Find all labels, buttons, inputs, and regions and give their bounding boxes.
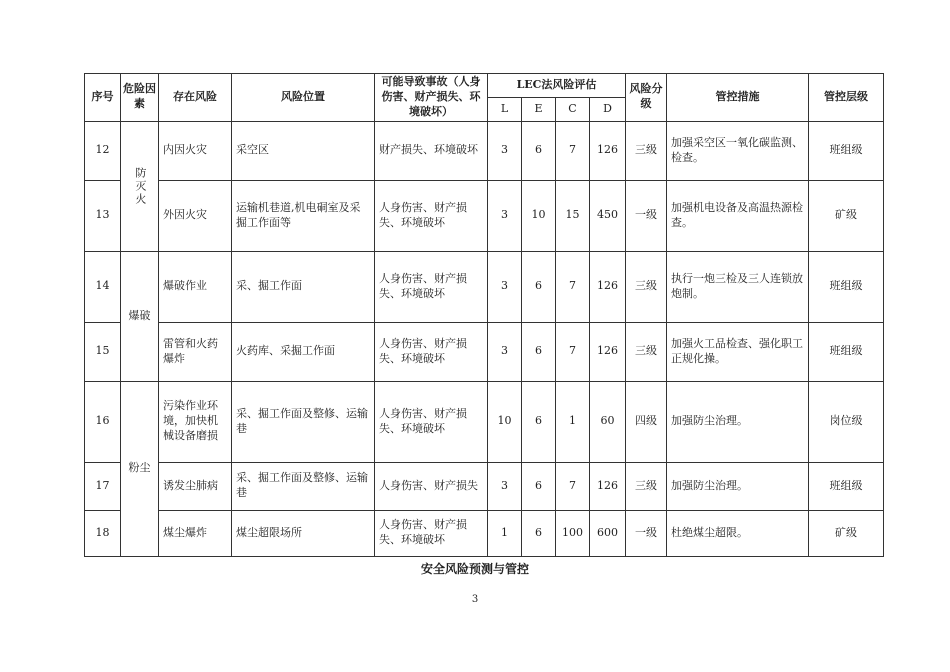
header-C: C (556, 97, 590, 121)
row-D: 126 (590, 322, 626, 381)
row-E: 6 (522, 381, 556, 462)
row-accident: 人身伤害、财产损失、环境破坏 (375, 322, 488, 381)
row-C: 1 (556, 381, 590, 462)
row-grade: 三级 (626, 462, 667, 510)
row-risk: 内因火灾 (159, 121, 232, 180)
page-number: 3 (471, 594, 479, 605)
row-D: 126 (590, 462, 626, 510)
row-risk: 污染作业环境，加快机械设备磨损 (159, 381, 232, 462)
header-lec: LEC法风险评估 (488, 74, 626, 98)
row-grade: 三级 (626, 251, 667, 322)
row-no: 12 (85, 121, 121, 180)
factor-dust: 粉尘 (121, 381, 159, 556)
row-accident: 人身伤害、财产损失、环境破坏 (375, 510, 488, 556)
header-location: 风险位置 (232, 74, 375, 122)
row-location: 采、掘工作面 (232, 251, 375, 322)
row-L: 3 (488, 322, 522, 381)
row-E: 6 (522, 251, 556, 322)
row-grade: 一级 (626, 180, 667, 251)
row-level: 班组级 (809, 251, 884, 322)
row-level: 矿级 (809, 180, 884, 251)
row-measures: 加强防尘治理。 (667, 381, 809, 462)
row-accident: 人身伤害、财产损失、环境破坏 (375, 180, 488, 251)
row-C: 7 (556, 121, 590, 180)
row-L: 3 (488, 251, 522, 322)
header-D: D (590, 97, 626, 121)
table-row (85, 381, 884, 462)
row-grade: 三级 (626, 121, 667, 180)
row-grade: 三级 (626, 322, 667, 381)
row-level: 岗位级 (809, 381, 884, 462)
row-level: 班组级 (809, 322, 884, 381)
row-no: 15 (85, 322, 121, 381)
header-no: 序号 (85, 74, 121, 122)
row-accident: 人身伤害、财产损失、环境破坏 (375, 381, 488, 462)
row-level: 矿级 (809, 510, 884, 556)
table-row (85, 180, 884, 251)
row-accident: 人身伤害、财产损失、环境破坏 (375, 251, 488, 322)
row-D: 450 (590, 180, 626, 251)
header-measures: 管控措施 (667, 74, 809, 122)
row-measures: 加强机电设备及高温热源检查。 (667, 180, 809, 251)
row-measures: 加强防尘治理。 (667, 462, 809, 510)
factor-fire-label: 防灭火 (133, 166, 147, 206)
row-risk: 雷管和火药爆炸 (159, 322, 232, 381)
row-measures: 加强采空区一氧化碳监测、检查。 (667, 121, 809, 180)
row-risk: 爆破作业 (159, 251, 232, 322)
row-no: 18 (85, 510, 121, 556)
row-L: 10 (488, 381, 522, 462)
row-risk: 诱发尘肺病 (159, 462, 232, 510)
factor-fire (121, 121, 159, 251)
row-L: 3 (488, 180, 522, 251)
table-row (85, 510, 884, 556)
row-level: 班组级 (809, 121, 884, 180)
row-D: 126 (590, 121, 626, 180)
header-accident: 可能导致事故（人身伤害、财产损失、环境破坏） (375, 74, 488, 122)
row-location: 火药库、采掘工作面 (232, 322, 375, 381)
row-L: 1 (488, 510, 522, 556)
row-C: 7 (556, 251, 590, 322)
factor-blast: 爆破 (121, 251, 159, 381)
row-level: 班组级 (809, 462, 884, 510)
row-E: 6 (522, 510, 556, 556)
table-row (85, 121, 884, 180)
row-E: 6 (522, 121, 556, 180)
row-no: 17 (85, 462, 121, 510)
row-C: 100 (556, 510, 590, 556)
header-E: E (522, 97, 556, 121)
row-measures: 加强火工品检查、强化职工正规化操。 (667, 322, 809, 381)
table-row (85, 251, 884, 322)
table-row (85, 322, 884, 381)
row-E: 10 (522, 180, 556, 251)
row-location: 采、掘工作面及整修、运输巷 (232, 381, 375, 462)
row-C: 15 (556, 180, 590, 251)
row-D: 600 (590, 510, 626, 556)
row-D: 60 (590, 381, 626, 462)
row-no: 14 (85, 251, 121, 322)
row-grade: 四级 (626, 381, 667, 462)
row-C: 7 (556, 322, 590, 381)
row-L: 3 (488, 121, 522, 180)
header-grade: 风险分级 (626, 74, 667, 122)
row-accident: 人身伤害、财产损失 (375, 462, 488, 510)
row-location: 采空区 (232, 121, 375, 180)
row-measures: 杜绝煤尘超限。 (667, 510, 809, 556)
row-E: 6 (522, 322, 556, 381)
row-location: 煤尘超限场所 (232, 510, 375, 556)
row-C: 7 (556, 462, 590, 510)
row-risk: 煤尘爆炸 (159, 510, 232, 556)
row-no: 13 (85, 180, 121, 251)
row-accident: 财产损失、环境破坏 (375, 121, 488, 180)
row-E: 6 (522, 462, 556, 510)
header-factor: 危险因素 (121, 74, 159, 122)
row-location: 采、掘工作面及整修、运输巷 (232, 462, 375, 510)
header-L: L (488, 97, 522, 121)
row-measures: 执行一炮三检及三人连锁放炮制。 (667, 251, 809, 322)
row-L: 3 (488, 462, 522, 510)
header-risk: 存在风险 (159, 74, 232, 122)
row-location: 运输机巷道,机电硐室及采掘工作面等 (232, 180, 375, 251)
risk-table (84, 73, 884, 557)
section-caption: 安全风险预测与管控 (420, 562, 529, 576)
row-no: 16 (85, 381, 121, 462)
header-level: 管控层级 (809, 74, 884, 122)
row-risk: 外因火灾 (159, 180, 232, 251)
table-row (85, 462, 884, 510)
row-D: 126 (590, 251, 626, 322)
row-grade: 一级 (626, 510, 667, 556)
